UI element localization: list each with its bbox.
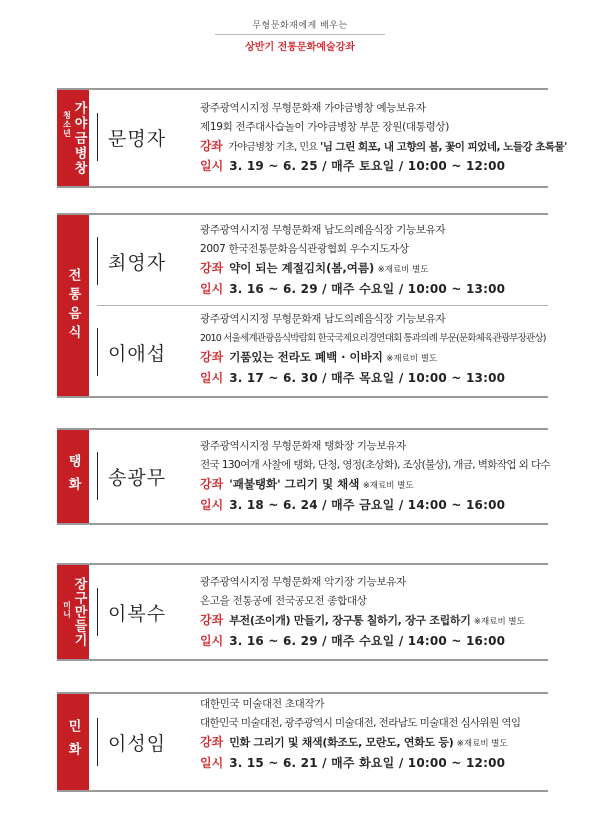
instructor-info xyxy=(200,695,548,774)
fee-note: ※재료비 별도 xyxy=(456,739,508,749)
lecture-tag: 강좌 xyxy=(200,350,224,364)
category-title: 민화 xyxy=(65,719,81,765)
desc-line: 대한민국 미술대전 초대작가 xyxy=(200,698,325,710)
lecture-title: '괘불탱화' 그리기 및 채색 xyxy=(229,477,360,491)
lecture-tag: 강좌 xyxy=(200,735,224,749)
instructor-entry xyxy=(97,694,548,790)
category-label xyxy=(57,694,89,790)
category-label xyxy=(57,90,89,186)
schedule-text: 3. 15 ~ 6. 21 / 매주 화요일 / 10:00 ~ 12:00 xyxy=(229,756,506,770)
instructor-entry xyxy=(97,565,548,659)
schedule-tag: 일시 xyxy=(200,634,224,648)
desc-line: 광주광역시지정 무형문화재 남도의례음식장 기능보유자 xyxy=(200,224,446,236)
desc-line: 광주광역시지정 무형문화재 가야금병창 예능보유자 xyxy=(200,102,426,114)
category-title: 탱화 xyxy=(65,453,81,500)
schedule-tag: 일시 xyxy=(200,159,224,173)
lecture-row xyxy=(200,348,548,369)
category-note: 미니 xyxy=(62,601,72,619)
category-title: 가야금병창 xyxy=(71,100,87,176)
fee-note: ※재료비 별도 xyxy=(473,617,525,627)
instructor-name: 이성임 xyxy=(97,718,168,766)
category-label xyxy=(57,215,89,396)
lecture-row xyxy=(200,259,548,280)
schedule-row xyxy=(200,369,548,389)
schedule-text: 3. 16 ~ 6. 29 / 매주 수요일 / 14:00 ~ 16:00 xyxy=(229,634,506,648)
desc-line: 광주광역시지정 무형문화재 탱화장 기능보유자 xyxy=(200,440,406,452)
instructor-entry xyxy=(97,430,551,523)
instructor-entry xyxy=(97,305,548,395)
lecture-tag: 강좌 xyxy=(200,139,223,153)
section-janggu xyxy=(57,563,548,661)
header-subtitle: 무형문화재에게 배우는 xyxy=(252,21,348,31)
lecture-row xyxy=(200,611,548,632)
instructor-info xyxy=(200,437,551,516)
section-traditional-food xyxy=(57,213,548,398)
desc-line: 광주광역시지정 무형문화재 악기장 기능보유자 xyxy=(200,576,406,588)
instructor-entry xyxy=(97,90,567,186)
section-minhwa xyxy=(57,692,548,792)
instructor-info xyxy=(200,573,548,652)
schedule-row xyxy=(200,496,548,516)
schedule-text: 3. 18 ~ 6. 24 / 매주 금요일 / 14:00 ~ 16:00 xyxy=(229,498,506,512)
instructor-info xyxy=(200,310,548,389)
schedule-tag: 일시 xyxy=(200,498,224,512)
schedule-tag: 일시 xyxy=(200,371,224,385)
lecture-row xyxy=(200,733,548,754)
category-title: 전통음식 xyxy=(65,267,81,344)
header-title: 상반기 전통문화예술강좌 xyxy=(245,42,355,53)
schedule-tag: 일시 xyxy=(200,282,224,296)
desc-line: 2010 서울세계관광음식박람회 한국국제요리경연대회 통과의례 부문(문화체육관광부장관상) xyxy=(200,333,546,344)
schedule-text: 3. 19 ~ 6. 25 / 매주 토요일 / 10:00 ~ 12:00 xyxy=(229,159,506,173)
schedule-text: 3. 17 ~ 6. 30 / 매주 목요일 / 10:00 ~ 13:00 xyxy=(229,371,506,385)
instructor-entry xyxy=(97,215,548,305)
instructor-name: 이복수 xyxy=(97,588,168,636)
lecture-title: '님 그린 회포, 내 고향의 봄, 꽃이 피었네, 노들강 초록물' xyxy=(320,141,567,153)
instructor-info xyxy=(200,221,548,300)
lecture-title: 약이 되는 계절김치(봄,여름) xyxy=(229,261,375,275)
desc-line: 온고을 전통공예 전국공모전 종합대상 xyxy=(200,595,367,607)
page-header xyxy=(0,18,600,53)
lecture-title: 기품있는 전라도 폐백 · 이바지 xyxy=(229,350,383,364)
desc-line: 광주광역시지정 무형문화재 남도의례음식장 기능보유자 xyxy=(200,313,446,325)
lecture-title: 민화 그리기 및 채색(화조도, 모란도, 연화도 등) xyxy=(229,736,454,749)
schedule-row xyxy=(200,632,548,652)
fee-note: ※재료비 별도 xyxy=(377,265,429,275)
schedule-tag: 일시 xyxy=(200,756,224,770)
lecture-tag: 강좌 xyxy=(200,261,224,275)
instructor-name: 이애섭 xyxy=(97,328,168,376)
lecture-tag: 강좌 xyxy=(200,477,224,491)
instructor-name: 최영자 xyxy=(97,237,168,285)
category-title: 장구만들기 xyxy=(71,577,87,647)
schedule-row xyxy=(200,280,548,300)
lecture-tag: 강좌 xyxy=(200,613,224,627)
desc-line: 대한민국 미술대전, 광주광역시 미술대전, 전라남도 미술대전 심사위원 역임 xyxy=(200,717,521,729)
schedule-text: 3. 16 ~ 6. 29 / 매주 수요일 / 10:00 ~ 13:00 xyxy=(229,282,506,296)
fee-note: ※재료비 별도 xyxy=(362,481,414,491)
category-label xyxy=(57,565,89,659)
schedule-row xyxy=(200,157,548,177)
lecture-row xyxy=(200,475,548,496)
instructor-name: 송광무 xyxy=(97,452,168,500)
desc-line: 전국 130여개 사찰에 탱화, 단청, 영정(초상화), 조상(불상), 개금, 벽화작업 외 다수 xyxy=(200,459,551,471)
desc-line: 제19회 전주대사습놀이 가야금병창 부문 장원(대통령상) xyxy=(200,121,450,133)
desc-line: 2007 한국전통문화음식관광협회 우수지도자상 xyxy=(200,243,409,255)
lecture-title: 부전(조이개) 만들기, 장구통 칠하기, 장구 조립하기 xyxy=(229,614,471,627)
header-divider xyxy=(215,34,385,35)
category-note: 청소년 xyxy=(62,110,72,138)
instructor-name: 문명자 xyxy=(97,113,168,161)
lecture-prefix: 가야금병창 기초, 민요 xyxy=(228,142,321,153)
schedule-row xyxy=(200,754,548,774)
lecture-row xyxy=(200,137,567,157)
instructor-info xyxy=(200,99,567,177)
category-label xyxy=(57,430,89,523)
section-gayageum xyxy=(57,88,567,188)
fee-note: ※재료비 별도 xyxy=(386,354,438,364)
section-taenghwa xyxy=(57,428,551,525)
